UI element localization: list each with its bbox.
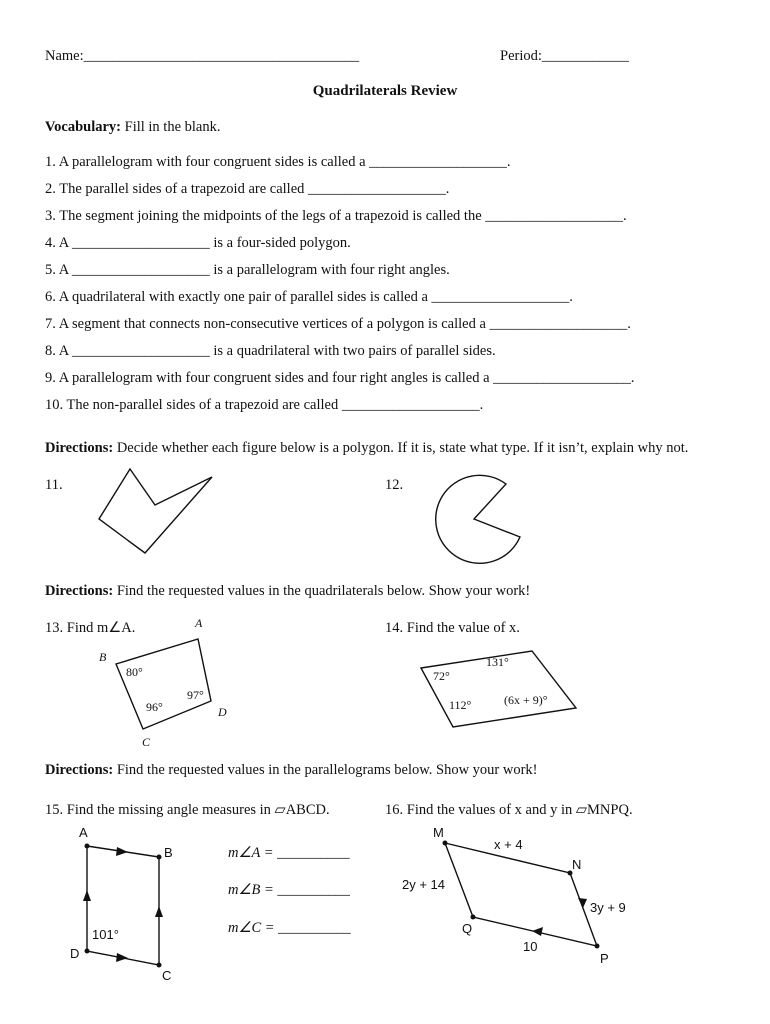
vocab-item-10: 10. The non-parallel sides of a trapezoid are called ___________________. xyxy=(45,397,484,413)
fig16-label-Q: Q xyxy=(462,921,473,936)
question-13-prompt: 13. Find m∠A. xyxy=(45,620,136,636)
vocab-heading: Vocabulary: xyxy=(45,119,121,135)
fig13-label-A: A xyxy=(195,616,203,630)
vocab-instruction-text: Fill in the blank. xyxy=(121,119,221,135)
fig15-label-C: C xyxy=(162,968,172,983)
page-title: Quadrilaterals Review xyxy=(312,83,458,99)
vocab-item-3: 3. The segment joining the midpoints of the legs of a trapezoid is called the ___________________. xyxy=(45,208,627,224)
fig13-label-B: B xyxy=(99,650,107,664)
blank-angle-A: m∠A = __________ xyxy=(228,845,350,861)
fig16-side-top: x + 4 xyxy=(494,837,523,852)
fig15-label-B: B xyxy=(164,845,173,860)
question-15-prompt: 15. Find the missing angle measures in ▱ABCD. xyxy=(45,802,330,818)
vocab-item-5: 5. A ___________________ is a parallelogram with four right angles. xyxy=(45,262,450,278)
directions-polygons-heading: Directions: xyxy=(45,440,114,456)
period-field: Period:____________ xyxy=(500,48,629,64)
blank-angle-C: m∠C = __________ xyxy=(228,920,351,936)
vocab-item-8: 8. A ___________________ is a quadrilateral with two pairs of parallel sides. xyxy=(45,343,496,359)
question-14-prompt: 14. Find the value of x. xyxy=(385,620,520,636)
fig13-label-D: D xyxy=(218,705,227,719)
vocab-item-2: 2. The parallel sides of a trapezoid are called ___________________. xyxy=(45,181,450,197)
fig14-angle-2: 131° xyxy=(486,655,509,669)
fig15-label-D: D xyxy=(70,946,80,961)
fig15-label-A: A xyxy=(79,825,88,840)
fig15-angle-D: 101° xyxy=(92,927,119,942)
fig13-angle-B: 80° xyxy=(126,665,143,679)
question-12-number: 12. xyxy=(385,477,404,493)
name-field: Name:______________________________________ xyxy=(45,48,360,64)
question-11-number: 11. xyxy=(45,477,63,493)
directions-polygons-text: Decide whether each figure below is a polygon. If it is, state what type. If it isn’t, explain why not. xyxy=(113,440,689,456)
fig13-angle-D: 97° xyxy=(187,688,204,702)
fig16-side-bottom: 10 xyxy=(523,939,538,954)
fig14-angle-3: 112° xyxy=(449,698,472,712)
fig16-label-M: M xyxy=(433,825,444,840)
vocab-item-9: 9. A parallelogram with four congruent sides and four right angles is called a ___________________. xyxy=(45,370,635,386)
vocab-item-1: 1. A parallelogram with four congruent sides is called a ___________________. xyxy=(45,154,511,170)
directions-quadrilaterals-text: Find the requested values in the quadrilaterals below. Show your work! xyxy=(113,583,531,599)
fig16-label-P: P xyxy=(600,951,609,966)
fig14-angle-4: (6x + 9)° xyxy=(504,693,548,707)
fig16-label-N: N xyxy=(572,857,582,872)
fig13-label-C: C xyxy=(142,735,151,749)
vocab-item-4: 4. A ___________________ is a four-sided polygon. xyxy=(45,235,351,251)
directions-parallelograms-heading: Directions: xyxy=(45,762,114,778)
blank-angle-B: m∠B = __________ xyxy=(228,882,350,898)
fig16-side-right: 3y + 9 xyxy=(590,900,626,915)
fig14-angle-1: 72° xyxy=(433,669,450,683)
directions-parallelograms-text: Find the requested values in the parallelograms below. Show your work! xyxy=(113,762,538,778)
question-16-prompt: 16. Find the values of x and y in ▱MNPQ. xyxy=(385,802,633,818)
fig16-side-left: 2y + 14 xyxy=(402,877,446,892)
vocab-item-6: 6. A quadrilateral with exactly one pair of parallel sides is called a ___________________. xyxy=(45,289,573,305)
vocab-item-7: 7. A segment that connects non-consecutive vertices of a polygon is called a ___________________. xyxy=(45,316,631,332)
directions-quadrilaterals-heading: Directions: xyxy=(45,583,114,599)
fig13-angle-C: 96° xyxy=(146,700,163,714)
